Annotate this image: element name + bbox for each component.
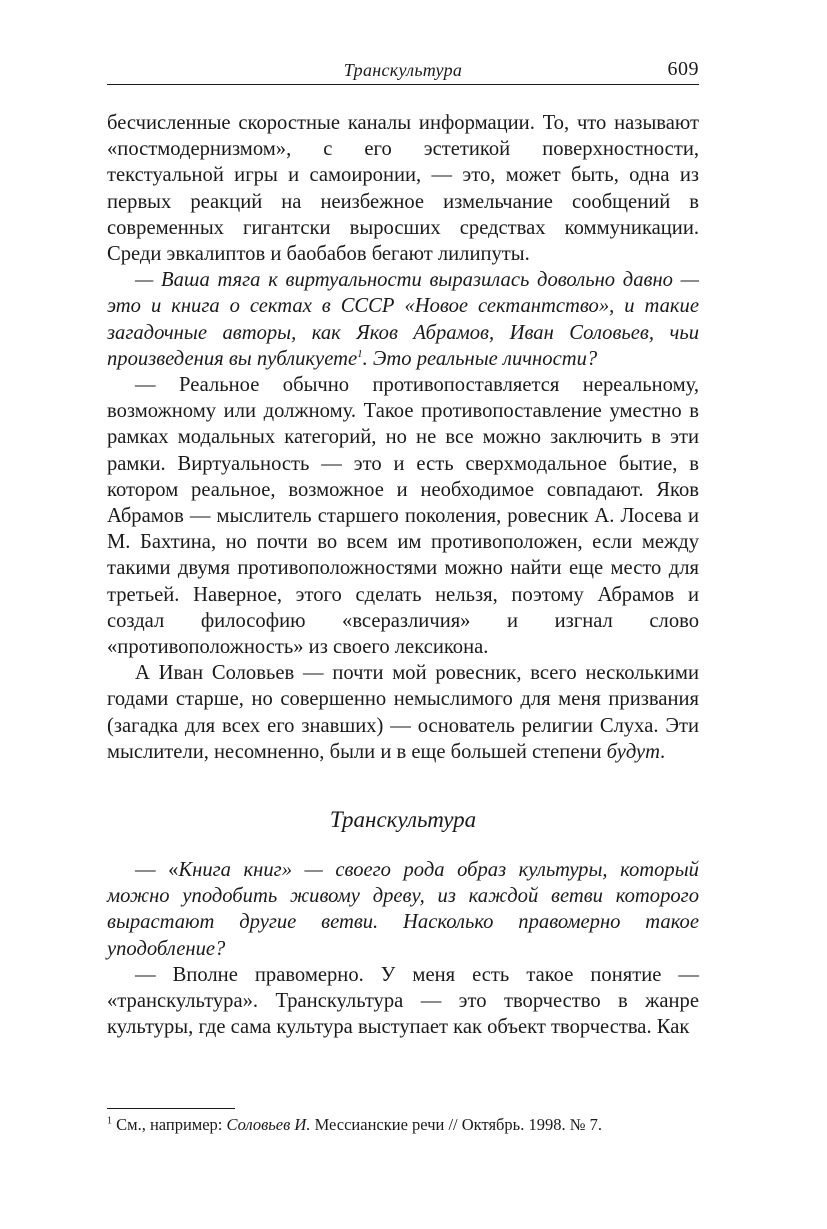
interviewer-question (107, 267, 699, 372)
footnote-author: Соловьев И. (226, 1115, 311, 1134)
footnote-lead: См., например: (112, 1115, 227, 1134)
question-tail: . Это реальные личности? (362, 347, 598, 370)
running-header (107, 60, 699, 85)
paragraph-end: . (659, 740, 666, 763)
footnote-citation: Мессианские речи // Октябрь. 1998. № 7. (310, 1115, 602, 1134)
paragraph-text: А Иван Соловьев — почти мой ровесник, всего несколькими годами старше, но совершенно немыслимого для меня призвания (загадка для всех его знавших) — основатель религии Слуха. Эти мыслители, несомненно, были и в еще большей степени (107, 662, 699, 763)
body-text (107, 110, 699, 1041)
emphasis-text: будут (606, 740, 660, 763)
footnote-reference: 1 (357, 347, 363, 360)
section-heading: Транскультура (329, 807, 477, 833)
interviewer-question (107, 857, 699, 962)
footnote (107, 1114, 699, 1136)
book-title: Книга книг (178, 859, 282, 882)
answer-paragraph: — Реальное обычно противопоставляется нереальному, возможному или должному. Такое противопоставление уместно в рамках модальных категорий, но не все можно заключить в эти рамки. Виртуальность — это и есть сверхмодальное бытие, в котором реальное, возможное и необходимое совпадают. Яков Абрамов — мыслитель старшего поколения, ровесник А. Лосева и М. Бахтина, но почти во всем им противоположен, если между такими двумя противоположностями можно найти еще место для третьей. Наверное, этого сделать нельзя, поэтому Абрамов и создал философию «всеразличия» и изгнал слово «противоположность» из своего лексикона. (107, 374, 699, 659)
question-text: — Ваша тяга к виртуальности выразилась довольно давно — это и книга о сектах в СССР «Новое сектантство», и такие загадочные авторы, как Яков Абрамов, Иван Соловьев, чьи произведения вы публикуете (107, 269, 699, 370)
answer-paragraph: — Вполне правомерно. У меня есть такое понятие — «транскультура». Транскультура — это творчество в жанре культуры, где сама культура выступает как объект творчества. Как (107, 963, 699, 1039)
answer-paragraph (107, 660, 699, 765)
paragraph-continued: бесчисленные скоростные каналы информации. То, что называют «постмодернизмом», с его эстетикой поверхностности, текстуальной игры и самоиронии, — это, может быть, одна из первых реакций на неизбежное измельчание сообщений в современных гигантски выросших средствах коммуникации. Среди эвкалиптов и баобабов бегают лилипуты. (107, 112, 699, 266)
question-text: » — своего рода образ культуры, который можно уподобить живому древу, из каждой ветви которого вырастают другие ветви. Насколько правомерно такое уподобление? (107, 859, 699, 960)
footnote-divider (107, 1108, 235, 1109)
question-dash: — « (135, 859, 179, 882)
running-title: Транскультура (343, 60, 463, 80)
footnote-marker: 1 (107, 1115, 112, 1127)
page-number: 609 (667, 58, 699, 80)
